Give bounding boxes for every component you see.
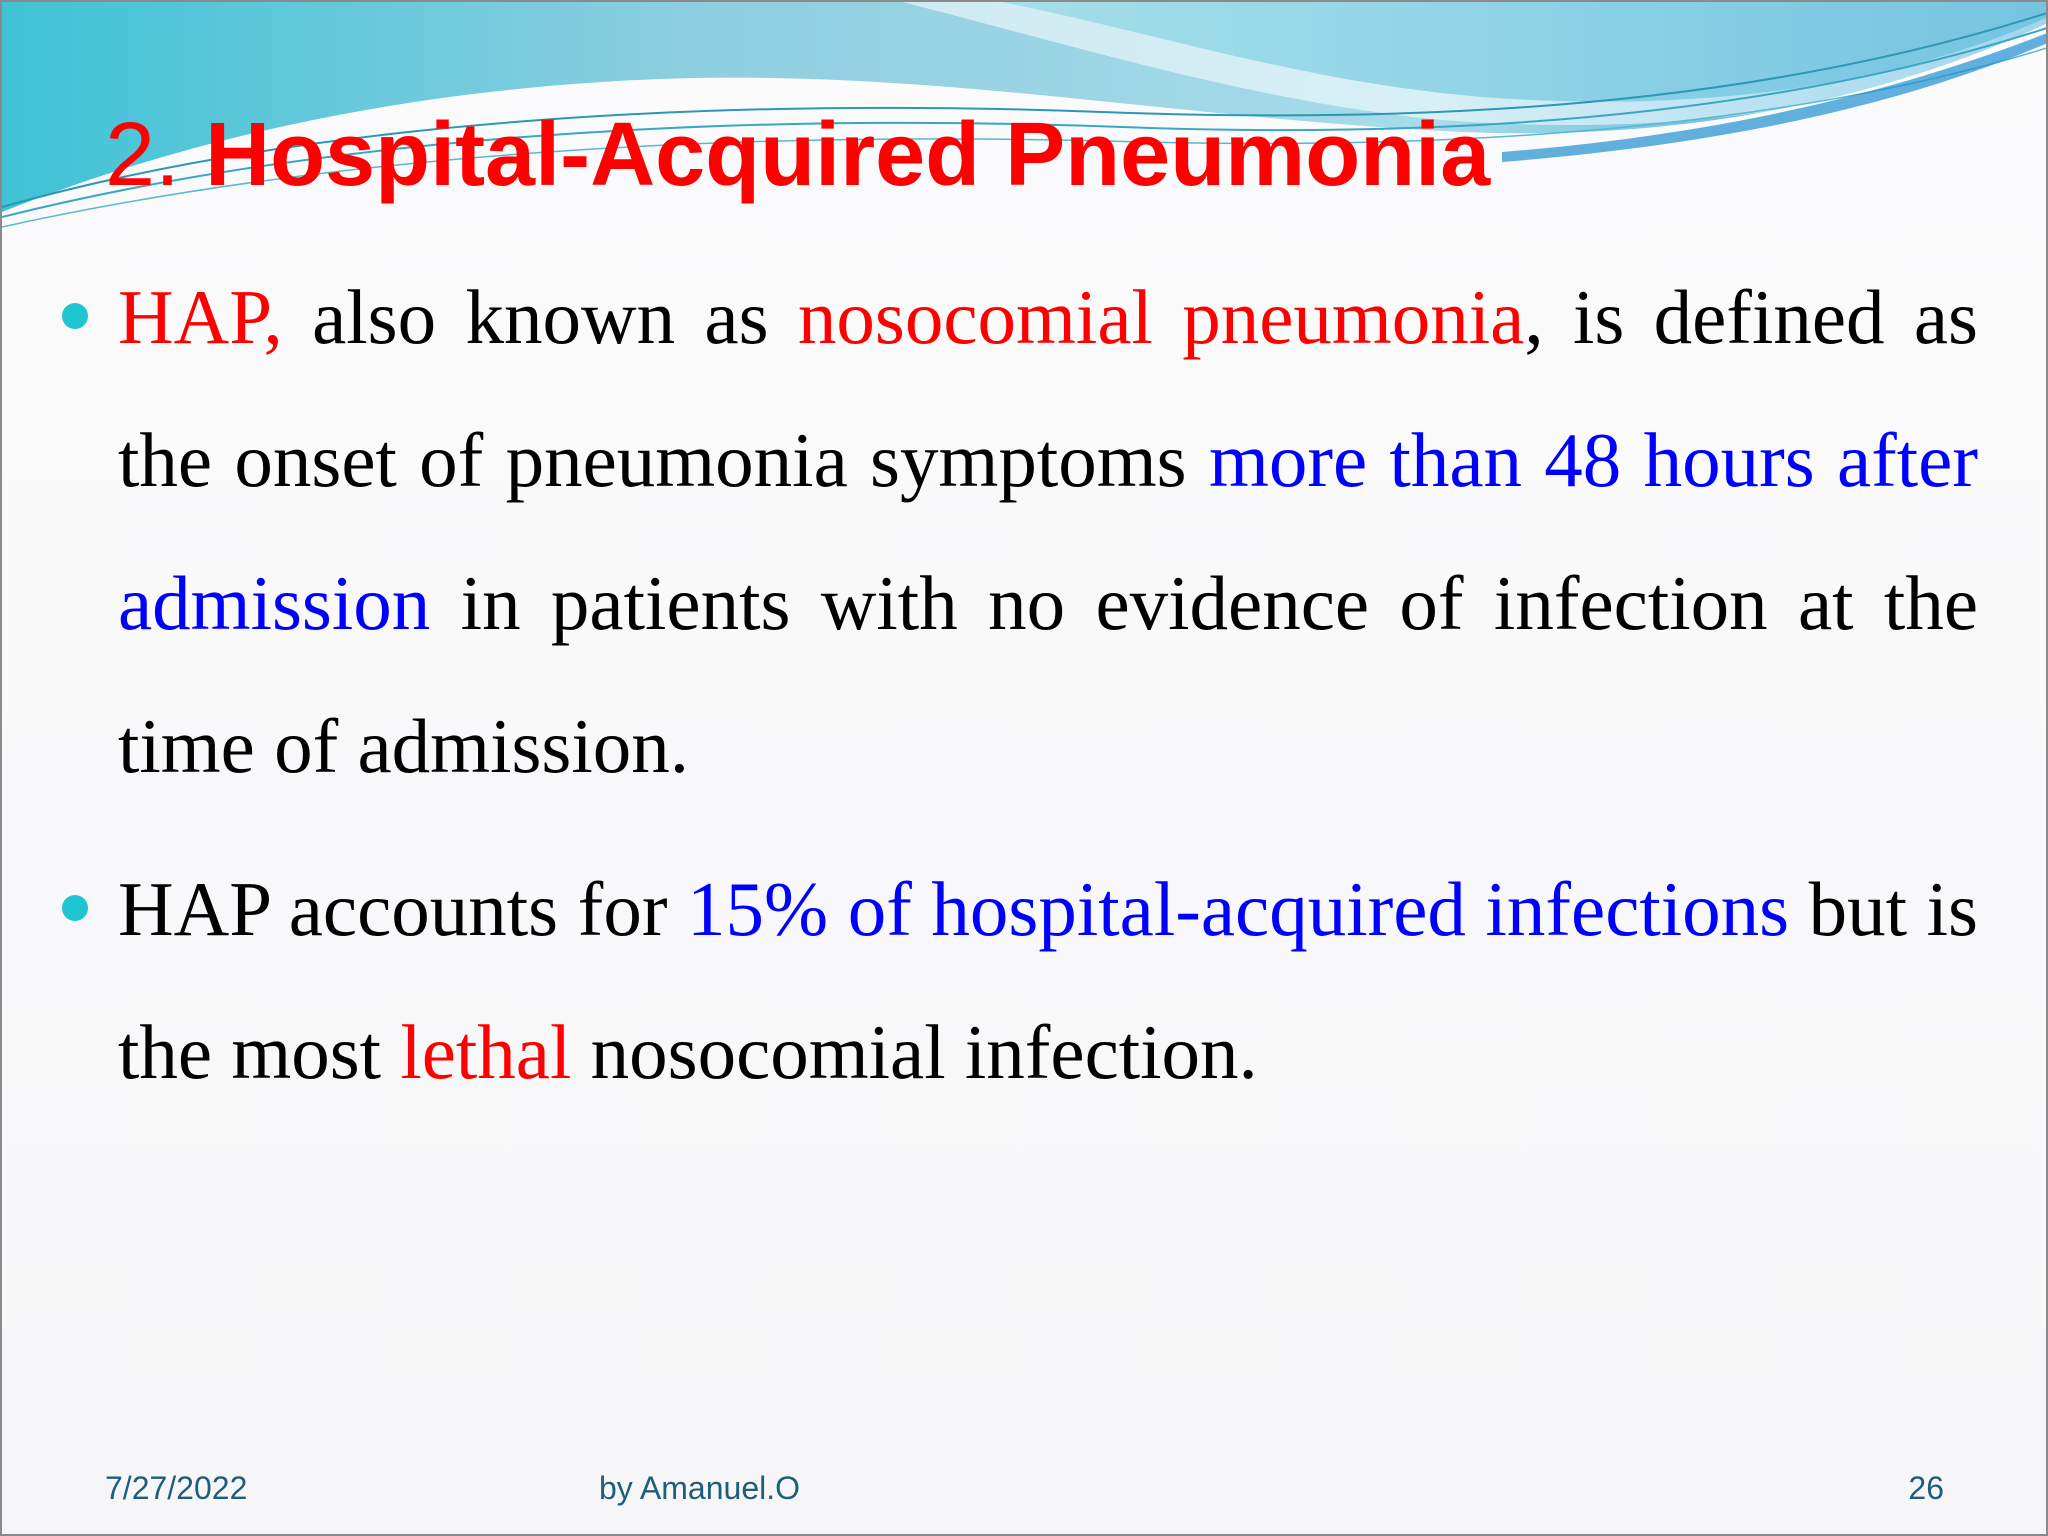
bullet-dot-icon [62, 895, 88, 921]
slide-title [105, 100, 1490, 210]
text-segment: , is defined as the onset of pneumonia symptoms [118, 274, 1978, 503]
footer-page-number: 26 [1908, 1470, 1944, 1506]
text-segment: but is the most [118, 866, 1978, 1095]
text-segment: in patients with no evidence of infection at the time of admission. [118, 560, 1978, 789]
highlight-48-hours: more than 48 hours after admission [118, 417, 1978, 646]
bullet-dot-icon [62, 303, 88, 329]
footer-author: by Amanuel.O [599, 1470, 800, 1506]
text-segment: nosocomial infection. [571, 1009, 1258, 1095]
term-nosocomial-pneumonia: nosocomial pneumonia [797, 274, 1525, 360]
text-segment: HAP accounts for [118, 866, 688, 952]
term-hap: HAP, [118, 274, 283, 360]
text-segment: also known as [282, 274, 798, 360]
footer-date: 7/27/2022 [105, 1470, 248, 1506]
title-text: Hospital-Acquired Pneumonia [205, 105, 1491, 205]
highlight-15-percent: 15% of hospital-acquired infections [687, 866, 1790, 952]
bullet-hap-statistics [118, 838, 1978, 1124]
term-lethal: lethal [400, 1009, 572, 1095]
bullet-hap-definition [118, 246, 1978, 818]
title-number: 2. [105, 105, 181, 205]
